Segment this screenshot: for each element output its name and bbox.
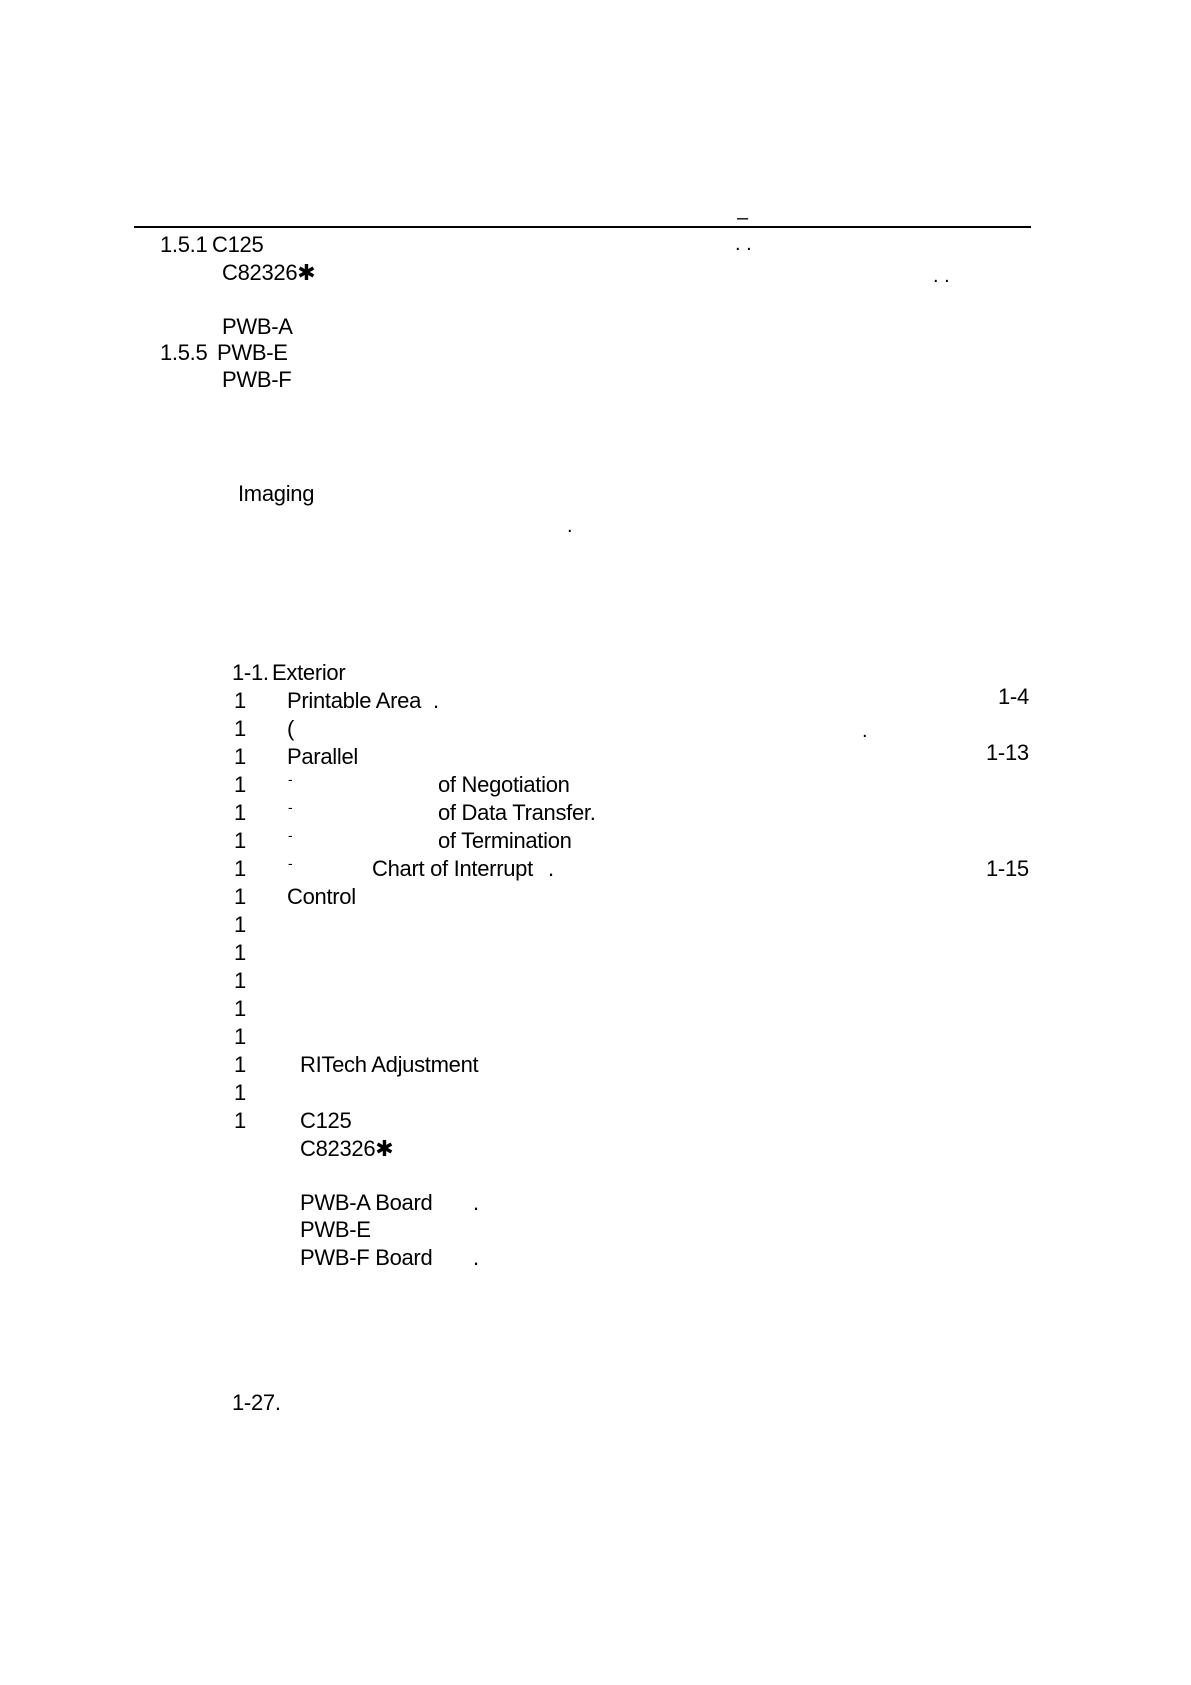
- figure-number: 1: [234, 1052, 246, 1077]
- figure-number: 1: [234, 800, 246, 825]
- figure-number: 1: [234, 828, 246, 853]
- stray-mark: –: [737, 207, 749, 229]
- figure-number: 1: [234, 1080, 246, 1105]
- figure-label: Exterior: [272, 660, 346, 685]
- stray-dots: .: [567, 515, 573, 537]
- header-rule: [134, 226, 1031, 228]
- toc-label: PWB-A: [222, 314, 293, 339]
- dash-mark: -: [288, 855, 293, 871]
- stray-dots: .: [862, 720, 868, 742]
- figure-dot: .: [548, 856, 554, 881]
- figure-label: of Negotiation: [438, 772, 570, 797]
- page-number: 1-4: [998, 684, 1029, 709]
- figure-label: of Data Transfer.: [438, 800, 596, 825]
- figure-number: 1: [234, 884, 246, 909]
- figure-number: 1: [234, 716, 246, 741]
- figure-label: PWB-A Board: [300, 1190, 433, 1215]
- figure-label: of Termination: [438, 828, 572, 853]
- figure-number: 1: [234, 912, 246, 937]
- stray-dots: . .: [933, 265, 950, 287]
- toc-label: PWB-E: [217, 340, 288, 365]
- dash-mark: -: [288, 827, 293, 843]
- figure-number: 1: [234, 968, 246, 993]
- figure-label: (: [287, 716, 295, 741]
- figure-label: PWB-F Board: [300, 1245, 433, 1270]
- toc-number: 1.5.1: [160, 232, 208, 257]
- figure-dot: .: [473, 1190, 479, 1215]
- figure-number: 1: [234, 744, 246, 769]
- toc-number: 1.5.5: [160, 340, 208, 365]
- figure-label: Printable Area: [287, 688, 421, 713]
- figure-number: 1: [234, 940, 246, 965]
- page-number: 1-13: [986, 740, 1029, 765]
- figure-label: PWB-E: [300, 1217, 371, 1242]
- figure-label: Control: [287, 884, 356, 909]
- figure-label: Parallel: [287, 744, 358, 769]
- figure-label: C82326✱: [300, 1136, 394, 1161]
- figure-dot: .: [473, 1245, 479, 1270]
- figure-number: 1-27.: [232, 1390, 281, 1415]
- toc-label: C82326✱: [222, 260, 316, 285]
- dash-mark: -: [288, 771, 293, 787]
- page-number: 1-15: [986, 856, 1029, 881]
- dash-mark: -: [288, 799, 293, 815]
- figure-label: RITech Adjustment: [300, 1052, 479, 1077]
- toc-label: Imaging: [238, 481, 315, 506]
- figure-number: 1: [234, 1024, 246, 1049]
- figure-dot: .: [433, 688, 439, 713]
- stray-dots: . .: [735, 233, 752, 255]
- toc-label: C125: [212, 232, 264, 257]
- figure-number: 1-1.: [232, 660, 269, 685]
- figure-label: Chart of Interrupt: [372, 856, 533, 881]
- figure-number: 1: [234, 996, 246, 1021]
- figure-label: C125: [300, 1108, 352, 1133]
- figure-number: 1: [234, 688, 246, 713]
- figure-number: 1: [234, 1108, 246, 1133]
- figure-number: 1: [234, 856, 246, 881]
- figure-number: 1: [234, 772, 246, 797]
- toc-label: PWB-F: [222, 367, 292, 392]
